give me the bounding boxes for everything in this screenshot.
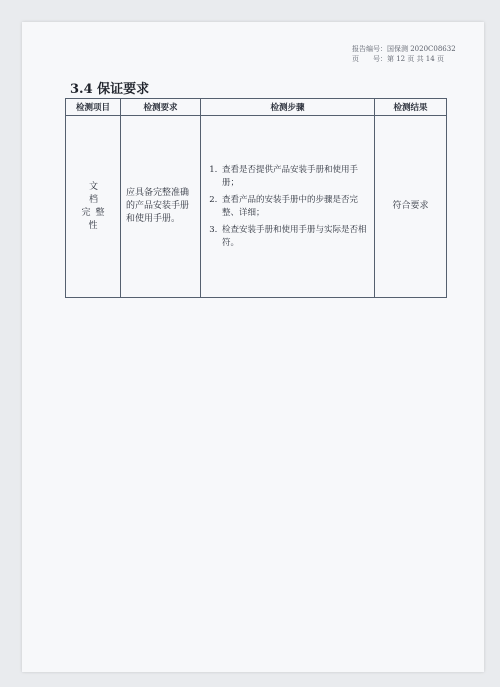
header-test-item: 检测项目 <box>66 99 121 116</box>
header-test-requirement: 检测要求 <box>121 99 201 116</box>
header-test-result: 检测结果 <box>375 99 447 116</box>
table-header-row <box>66 99 447 116</box>
header-test-steps: 检测步骤 <box>201 99 375 116</box>
item-line-2: 完整性 <box>81 207 110 231</box>
report-number: 报告编号：国保测 2020C08632 <box>352 45 456 53</box>
page-number: 页 号：第 12 页 共 14 页 <box>352 55 444 63</box>
cell-test-steps <box>201 116 375 298</box>
table-row <box>66 116 447 298</box>
steps-list <box>206 164 369 250</box>
cell-test-requirement: 应具备完整准确的产品安装手册和使用手册。 <box>121 116 201 298</box>
step-item: 3. 检查安装手册和使用手册与实际是否相符。 <box>220 224 369 250</box>
item-line-1: 文档 <box>89 181 117 205</box>
step-item: 2. 查看产品的安装手册中的步骤是否完整、详细； <box>220 194 369 220</box>
step-item: 1. 查看是否提供产品安装手册和使用手册； <box>220 164 369 190</box>
page-header <box>352 44 456 64</box>
test-results-table <box>65 98 447 298</box>
cell-test-item <box>66 116 121 298</box>
section-title: 3.4 保证要求 <box>70 82 150 97</box>
cell-test-result: 符合要求 <box>375 116 447 298</box>
